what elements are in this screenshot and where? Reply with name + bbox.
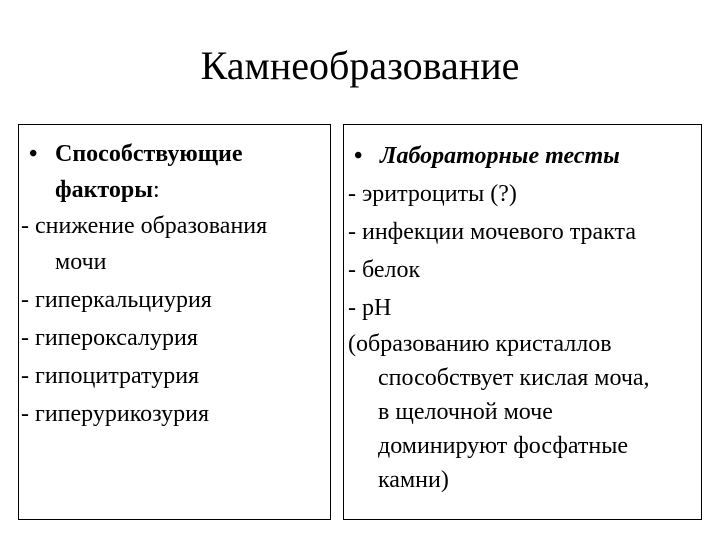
left-item: - гипоцитратурия	[21, 363, 200, 389]
right-heading	[344, 137, 701, 175]
bullet-icon: •	[354, 143, 363, 169]
left-item: - гиперкальциурия	[21, 287, 212, 313]
left-panel-box	[18, 124, 331, 520]
left-item: - снижение образования	[21, 213, 268, 239]
right-item: - эритроциты (?)	[348, 181, 517, 207]
left-heading-colon: :	[153, 177, 160, 203]
right-item: - белок	[348, 257, 421, 283]
left-item: - гиперурикозурия	[21, 401, 210, 427]
right-note-line: (образованию кристаллов	[348, 331, 612, 357]
right-note-line: камни)	[378, 467, 449, 493]
right-panel-box	[343, 124, 702, 520]
right-item: - pH	[348, 295, 392, 321]
slide-title: Камнеобразование	[200, 43, 520, 88]
bullet-icon: •	[29, 141, 38, 167]
left-panel-content	[19, 137, 330, 433]
right-note-line: в щелочной моче	[378, 399, 553, 425]
left-item: - гипероксалурия	[21, 325, 198, 351]
left-heading-cont	[19, 171, 330, 209]
left-item-cont: мочи	[55, 249, 107, 275]
left-heading	[19, 137, 330, 171]
right-note-line: способствует кислая моча,	[378, 365, 650, 391]
right-note-line: доминируют фосфатные	[378, 433, 629, 459]
right-panel-content	[344, 137, 701, 497]
left-heading-line2: факторы	[55, 177, 153, 203]
right-item: - инфекции мочевого тракта	[348, 219, 636, 245]
right-heading-text: Лабораторные тесты	[380, 143, 620, 169]
left-heading-line1: Способствующие	[55, 141, 243, 167]
